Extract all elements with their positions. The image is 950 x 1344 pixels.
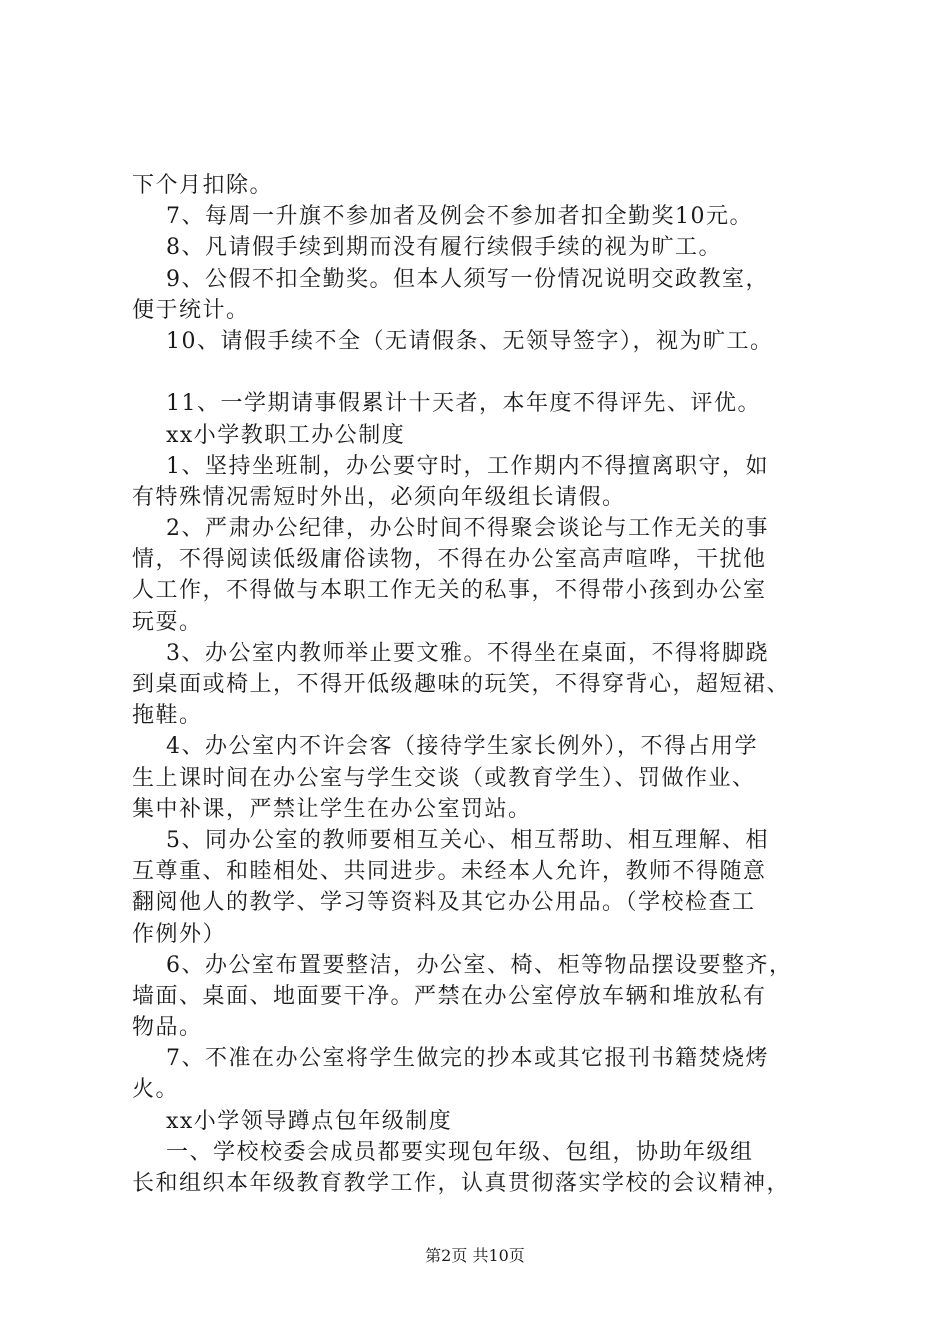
text-line: 互尊重、和睦相处、共同进步。未经本人允许，教师不得随意 bbox=[132, 859, 767, 885]
text-line: 7、每周一升旗不参加者及例会不参加者扣全勤奖10元。 bbox=[132, 204, 753, 230]
text-line: 生上课时间在办公室与学生交谈（或教育学生）、罚做作业、 bbox=[132, 765, 756, 791]
text-line: 到桌面或椅上，不得开低级趣味的玩笑，不得穿背心，超短裙、 bbox=[132, 672, 791, 697]
text-line: 情，不得阅读低级庸俗读物，不得在办公室高声喧哗，干扰他 bbox=[132, 547, 767, 573]
text-line: 人工作，不得做与本职工作无关的私事，不得带小孩到办公室 bbox=[132, 578, 767, 604]
text-line bbox=[132, 357, 832, 388]
text-line: 翻阅他人的教学、学习等资料及其它办公用品。（学校检查工 bbox=[132, 890, 756, 916]
document-body bbox=[132, 170, 832, 1199]
text-line: 5、同办公室的教师要相互关心、相互帮助、相互理解、相 bbox=[132, 827, 769, 853]
text-line: 10、请假手续不全（无请假条、无领导签字），视为旷工。 bbox=[132, 328, 774, 354]
text-line: 7、不准在办公室将学生做完的抄本或其它报刊书籍焚烧烤 bbox=[132, 1046, 769, 1072]
text-line: 拖鞋。 bbox=[132, 703, 203, 729]
text-line: 有特殊情况需短时外出，必须向年级组长请假。 bbox=[132, 484, 626, 510]
text-line: 长和组织本年级教育教学工作，认真贯彻落实学校的会议精神， bbox=[132, 1171, 791, 1196]
text-line: 6、办公室布置要整洁，办公室、椅、柜等物品摆设要整齐， bbox=[132, 952, 793, 978]
text-line: 9、公假不扣全勤奖。但本人须写一份情况说明交政教室， bbox=[132, 266, 769, 292]
text-line: xx小学教职工办公制度 bbox=[132, 422, 406, 448]
text-line: 玩耍。 bbox=[132, 609, 203, 635]
text-line: 2、严肃办公纪律，办公时间不得聚会谈论与工作无关的事 bbox=[132, 516, 769, 542]
text-line: 作例外） bbox=[132, 921, 227, 947]
text-line: 一、学校校委会成员都要实现包年级、包组，协助年级组 bbox=[132, 1139, 754, 1165]
text-line: 4、办公室内不许会客（接待学生家长例外），不得占用学 bbox=[132, 734, 758, 760]
text-line: 1、坚持坐班制，办公要守时，工作期内不得擅离职守，如 bbox=[132, 453, 769, 479]
text-line: 便于统计。 bbox=[132, 297, 250, 323]
text-line: 集中补课，严禁让学生在办公室罚站。 bbox=[132, 796, 532, 822]
text-line: 火。 bbox=[132, 1077, 180, 1103]
text-line: 11、一学期请事假累计十天者，本年度不得评先、评优。 bbox=[132, 391, 761, 417]
text-line: xx小学领导蹲点包年级制度 bbox=[132, 1108, 453, 1134]
text-line: 下个月扣除。 bbox=[132, 173, 274, 198]
text-line: 8、凡请假手续到期而没有履行续假手续的视为旷工。 bbox=[132, 235, 722, 261]
page-footer: 第2页 共10页 bbox=[425, 1246, 525, 1265]
text-line: 墙面、桌面、地面要干净。严禁在办公室停放车辆和堆放私有 bbox=[132, 983, 767, 1009]
text-line: 3、办公室内教师举止要文雅。不得坐在桌面，不得将脚跷 bbox=[132, 640, 769, 666]
text-line: 物品。 bbox=[132, 1015, 203, 1041]
